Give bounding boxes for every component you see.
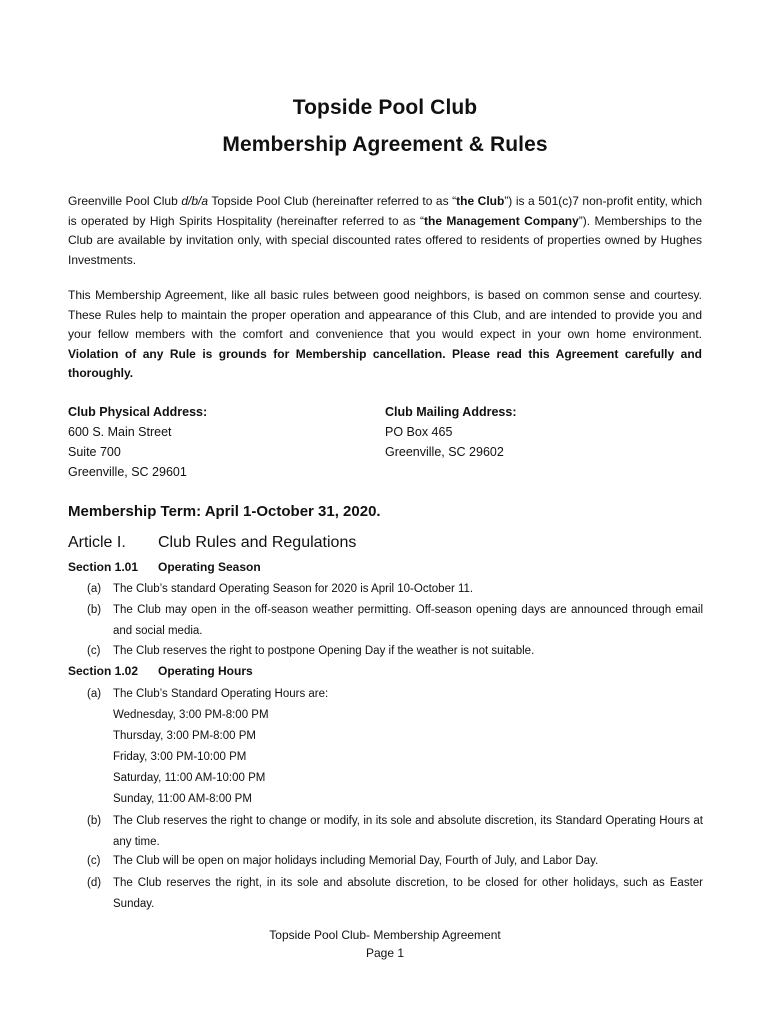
article-heading [68, 534, 356, 552]
footer-title: Topside Pool Club- Membership Agreement [269, 928, 501, 942]
list-item-text: The Club’s standard Operating Season for 2020 is April 10-October 11. [113, 583, 474, 595]
document-title-line1: Topside Pool Club [292, 96, 478, 119]
list-item-text: The Club may open in the off-season weather permitting. Off-season opening days are announced through email and social media. [113, 604, 703, 637]
section-1-01-heading [68, 560, 261, 574]
list-item-text: The Club will be open on major holidays including Memorial Day, Fourth of July, and Labor Day. [113, 855, 599, 867]
list-item-label: (b) [87, 815, 102, 827]
page-number: Page 1 [365, 946, 405, 960]
list-item-label: (a) [87, 688, 102, 700]
section-1-01-title: Operating Season [158, 560, 261, 574]
section-1-02-title: Operating Hours [158, 664, 253, 678]
section-1-02-heading [68, 664, 253, 678]
mailing-address-heading: Club Mailing Address: [385, 405, 517, 419]
intro-text-1: Greenville Pool Club [68, 194, 182, 208]
physical-address-block [68, 402, 207, 482]
intro-management-company: the Management Company [424, 213, 579, 228]
intro-text-4: ”). Memberships to the Club are available by invitation only, with special discounted rates offered to residents of properties owned by Hughes Investments. [68, 213, 702, 267]
membership-term: Membership Term: April 1-October 31, 2020. [68, 503, 381, 520]
hours-saturday: Saturday, 11:00 AM-10:00 PM [113, 772, 266, 784]
intro-dba: d/b/a [181, 194, 209, 208]
page-footer [0, 926, 770, 962]
list-item-text: The Club’s Standard Operating Hours are: [113, 688, 329, 700]
physical-address-heading: Club Physical Address: [68, 405, 208, 419]
list-item-text: The Club reserves the right to postpone Opening Day if the weather is not suitable. [113, 645, 535, 657]
list-item-text: The Club reserves the right, in its sole and absolute discretion, to be closed for other holidays, such as Easter Sunday. [113, 877, 703, 910]
hours-wednesday: Wednesday, 3:00 PM-8:00 PM [113, 709, 269, 721]
courtesy-paragraph [68, 286, 702, 384]
section-1-02-number: Section 1.02 [68, 664, 139, 678]
physical-address-line3: Greenville, SC 29601 [68, 465, 187, 479]
mailing-address-line2: Greenville, SC 29602 [385, 445, 504, 459]
hours-sunday: Sunday, 11:00 AM-8:00 PM [113, 793, 252, 805]
list-item-label: (a) [87, 583, 102, 595]
list-item-label: (d) [87, 877, 102, 889]
list-item-label: (b) [87, 604, 102, 616]
list-item-label: (c) [87, 855, 101, 867]
hours-friday: Friday, 3:00 PM-10:00 PM [113, 751, 247, 763]
list-item-text: The Club reserves the right to change or modify, in its sole and absolute discretion, its Standard Operating Hours at any time. [113, 815, 703, 848]
article-title: Club Rules and Regulations [158, 534, 357, 551]
mailing-address-line1: PO Box 465 [385, 425, 453, 439]
intro-text-3: ”) is a 501(c)7 non-profit entity, which is operated by High Spirits Hospitality (hereinafter referred to as “ [68, 194, 702, 228]
intro-paragraph [68, 192, 702, 270]
list-item-label: (c) [87, 645, 101, 657]
section-1-01-number: Section 1.01 [68, 560, 139, 574]
mailing-address-block [385, 402, 517, 462]
document-title-line2: Membership Agreement & Rules [222, 133, 548, 156]
physical-address-line2: Suite 700 [68, 445, 121, 459]
courtesy-text: This Membership Agreement, like all basic rules between good neighbors, is based on common sense and courtesy. These Rules help to maintain the proper operation and appearance of this Club, and are intended to provide you and your fellow members with the comfort and convenience that you would expect in your own home environment. [68, 288, 702, 341]
intro-the-club: the Club [456, 194, 505, 208]
courtesy-warning: Violation of any Rule is grounds for Membership cancellation. Please read this Agreement carefully and thoroughly. [68, 346, 702, 380]
hours-thursday: Thursday, 3:00 PM-8:00 PM [113, 730, 256, 742]
physical-address-line1: 600 S. Main Street [68, 425, 172, 439]
intro-text-2: Topside Pool Club (hereinafter referred to as “ [208, 194, 457, 208]
article-number: Article I. [68, 534, 126, 551]
